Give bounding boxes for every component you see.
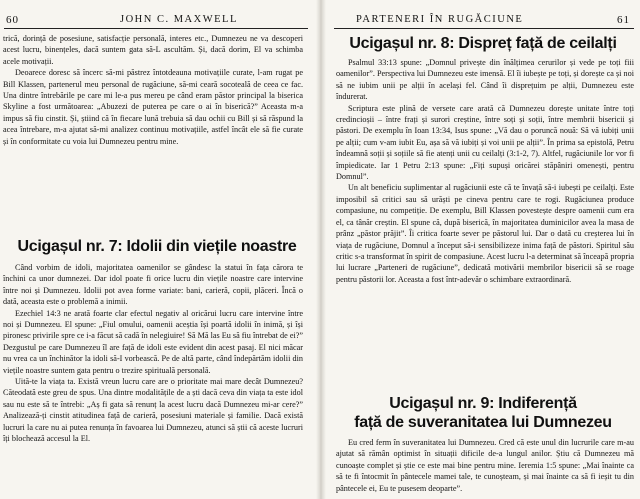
left-running-head: JOHN C. MAXWELL xyxy=(120,14,238,25)
left-header-rule xyxy=(4,28,308,29)
right-running-head: PARTENERI ÎN RUGĂCIUNE xyxy=(356,14,524,25)
right-header-rule xyxy=(334,28,634,29)
paragraph: Când vorbim de idoli, majoritatea oamenilor se gândesc la statui în fața cărora te închini ca unor dumnezei. Dar idol poate fi orice lucru din viețile noastre care intervine între noi și Dumnezeu. Idolii pot avea forme variate: bani, carieră, copii, plăceri. Încă o dată, aceasta este o problemă a inimii. xyxy=(3,263,303,307)
heading-ucigasul-8: Ucigașul nr. 8: Dispreț față de ceilalți xyxy=(349,35,617,52)
paragraph: Psalmul 33:13 spune: „Domnul privește din înălțimea cerurilor și vede pe toți fiii oamenilor”. Perspectiva lui Dumnezeu este imensă. El îi iubește pe toți, și dorește ca și noi să ne iubim unii pe alții în același fel. Când îi disprețuim pe alții, Dumnezeu este îndurerat. xyxy=(336,58,634,102)
paragraph: Un alt beneficiu suplimentar al rugăciunii este că te învață să-i iubești pe ceilalți. Este imposibil să critici sau să urăști pe cineva pentru care te rogi. Rugăciunea produce compasiune, nu competiție. De exemplu, Bill Klassen povestește despre oamenii cum era el, ca tânăr creștin. El spune că, după biserică, în majoritatea duminicilor avea la masa de prânz „păstor prăjit”. Îi critica foarte sever pe păstorul lui. Dar o dată cu creșterea lui în viața de rugăciune, Domnul a început să-i sensibilizeze inima față de păstori. Spiritul său critic s-a transformat în spirit de compasiune. Acest lucru l-a determinat să înceapă propria lui lucrare „Parteneri de rugăciune”, dedicată motivării membrilor bisericii să se roage pentru păstorii lor. Aceasta a fost într-adevăr o schimbare extraordinară. xyxy=(336,183,634,284)
paragraph: Deoarece doresc să încerc să-mi păstrez întotdeauna motivațiile curate, l-am rugat pe Bill Klassen, partenerul meu personal de rugăciune, să-mi ceară socoteală de ceea ce fac. Una dintre întrebările pe care mi le-a pus mereu pe când eram păstor principal la biserica Skyline a fost următoarea: „Abuzezi de puterea pe care o ai în biserică?” Aceasta m-a impus să fiu cinstit. Și, știind că în fiecare lună trebuia să dau ochii cu Bill și să răspund la acea întrebare, m-a ajutat să-mi analizez continuu motivațiile, astfel încât ele să fie curate și în conformitate cu voia lui Dumnezeu pentru mine. xyxy=(3,68,303,146)
right-page-number: 61 xyxy=(617,14,630,26)
left-page xyxy=(0,0,314,499)
right-page xyxy=(326,0,640,499)
paragraph: trică, dorință de posesiune, satisfacție personală, interes etc., Dumnezeu ne va descoperi acest lucru, binențeles, dacă suntem gata să-L ascultăm. Și, dacă dorim, El va schimba acele motivații. xyxy=(3,34,303,66)
left-section-bottom xyxy=(3,262,303,445)
left-page-number: 60 xyxy=(6,14,19,26)
paragraph: Eu cred ferm în suveranitatea lui Dumnezeu. Cred că este unul din lucrurile care m-au ajutat să rămân optimist în situații dificile de-a lungul anilor. Știu că Dumnezeu mă cunoaște complet și știe ce este mai bine pentru mine. Ieremia 1:5 spune: „Mai înainte ca să te fi întocmit în pântecele mamei tale, te cunoșteam, și mai înainte ca să fi ieșit tu din pântecele ei, Eu te pusesem deoparte”. xyxy=(336,438,634,493)
paragraph: Uită-te la viața ta. Există vreun lucru care are o prioritate mai mare decât Dumnezeu? Căteodată este greu de spus. Una dintre modalitățile de a ști dacă ceva din viața ta este idol sau nu este să te întrebi: „Aș fi gata să renunț la acest lucru dacă Dumnezeu mi-ar cere?” Analizează-ți cinstit atitudinea față de carieră, posesiuni materiale și familie. Dacă există lucruri la care nu ai putea renunța în favoarea lui Dumnezeu, atunci să știi că aceste lucruri îți blochează accesul la El. xyxy=(3,377,303,444)
right-section-bottom xyxy=(336,437,634,494)
heading-ucigasul-9-line2: față de suveranitatea lui Dumnezeu xyxy=(354,414,612,431)
right-page-header xyxy=(326,14,640,28)
heading-ucigasul-9-line1: Ucigașul nr. 9: Indiferență xyxy=(389,395,577,412)
paragraph: Ezechiel 14:3 ne arată foarte clar efectul negativ al oricărui lucru care intervine între noi și Dumnezeu. El spune: „Fiul omului, oamenii aceștia își poartă idolii în inimă, și își pironesc privirile spre ce i-a făcut să cadă în nelegiuire! Să Mă las Eu să fiu întrebat de ei?” Dezgustul pe care Dumnezeu îl are față de idoli este evident din acest pasaj. El nici măcar nu vrea ca un închinător la idoli să-I vorbească. Pe de altă parte, când îndepărtăm idolii din viețile noastre suntem gata pentru o trezire spirituală personală. xyxy=(3,308,303,375)
right-section-top xyxy=(336,57,634,285)
left-page-header xyxy=(0,14,314,28)
book-gutter xyxy=(316,0,326,499)
heading-ucigasul-7: Ucigașul nr. 7: Idolii din viețile noastre xyxy=(17,238,297,255)
paragraph: Scriptura este plină de versete care arată că Dumnezeu dorește unitate între toți credincioșii – între frați și surori creștine, între soți și soții, între membrii bisericii și păstori. De exemplu în Ioan 13:34, Isus spune: „Vă dau o poruncă nouă: Să vă iubiți unii pe alții; cum v-am iubit Eu, așa să vă iubiți și voi unii pe alții”. În prima sa epistolă, Petru îndeamnă soții și soțiile să fie atenți unii cu ceilalți (3:1-2, 7). Altfel, rugăciunile lor vor fi împiedicate. Iar 1 Petru 2:13 spune: „Fiți supuși oricărei stăpâniri omenești, pentru Domnul”. xyxy=(336,103,634,182)
left-section-top xyxy=(3,33,303,147)
